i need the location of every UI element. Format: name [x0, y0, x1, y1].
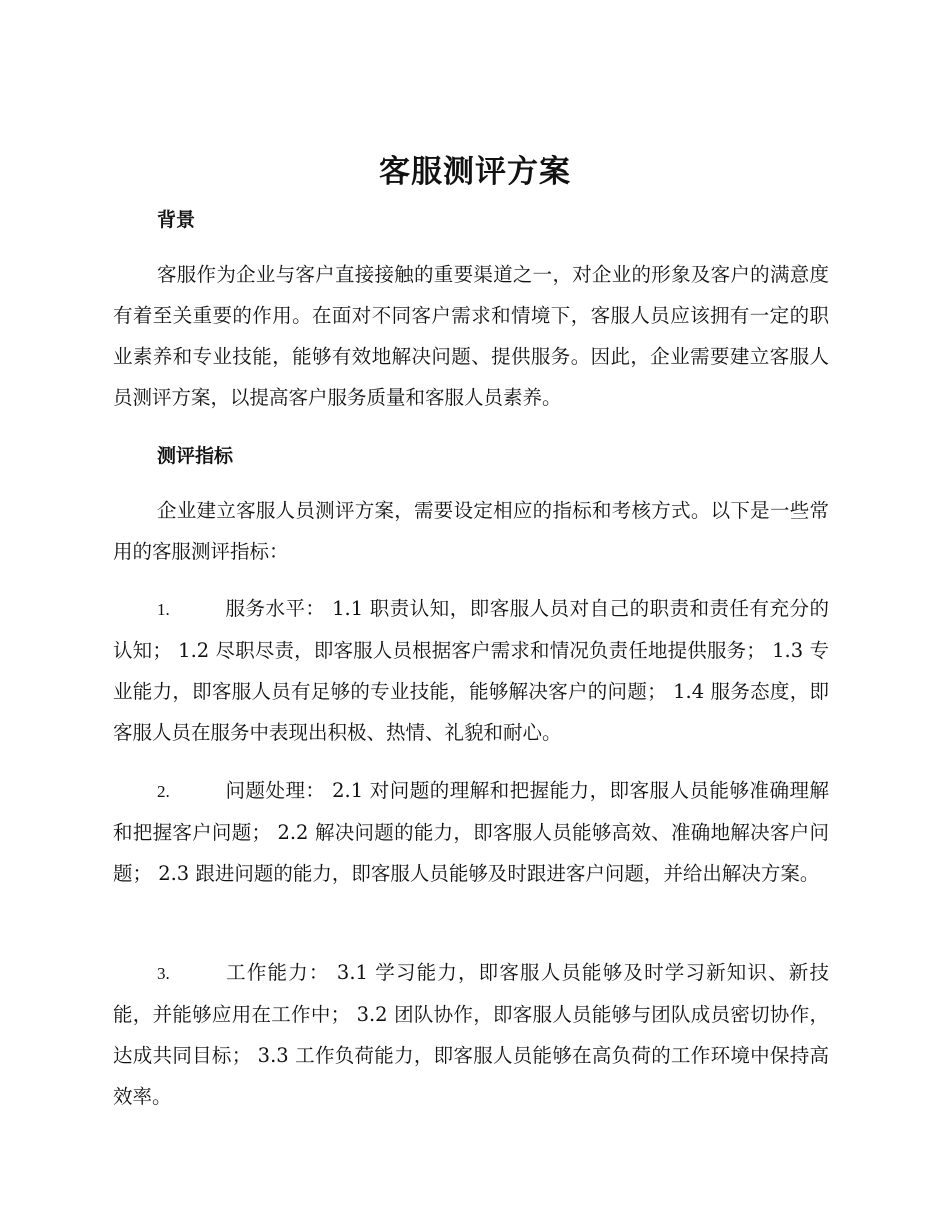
list-item-text: 服务水平： 1.1 职责认知，即客服人员对自己的职责和责任有充分的认知； 1.2 尽职尽责，即客服人员根据客户需求和情况负责任地提供服务； 1.3 专业能力，即客服人员有足够的专业技能，能够解决客户的问题； 1.4 服务态度，即客服人员在服务中表现出积极、热情、礼貌和耐心。	[113, 597, 829, 744]
list-item-text: 工作能力： 3.1 学习能力，即客服人员能够及时学习新知识、新技能，并能够应用在工作中； 3.2 团队协作，即客服人员能够与团队成员密切协作，达成共同目标； 3.3 工作负荷能力，即客服人员能够在高负荷的工作环境中保持高效率。	[113, 961, 829, 1108]
list-item-text: 问题处理： 2.1 对问题的理解和把握能力，即客服人员能够准确理解和把握客户问题； 2.2 解决问题的能力，即客服人员能够高效、准确地解决客户问题； 2.3 跟进问题的能力，即客服人员能够及时跟进客户问题，并给出解决方案。	[113, 779, 829, 885]
list-item	[113, 588, 829, 753]
section-heading-background: 背景	[157, 209, 196, 231]
list-item-number: 2.	[157, 782, 170, 801]
list-item-number: 3.	[157, 964, 170, 983]
list-item	[113, 770, 829, 894]
background-paragraph: 客服作为企业与客户直接接触的重要渠道之一，对企业的形象及客户的满意度有着至关重要的作用。在面对不同客户需求和情境下，客服人员应该拥有一定的职业素养和专业技能，能够有效地解决问题、提供服务。因此，企业需要建立客服人员测评方案，以提高客户服务质量和客服人员素养。	[113, 263, 829, 409]
list-item	[113, 952, 829, 1117]
section-heading-metrics: 测评指标	[157, 445, 234, 467]
document-title: 客服测评方案	[379, 154, 571, 190]
list-item-number: 1.	[157, 600, 170, 619]
metrics-intro-paragraph: 企业建立客服人员测评方案，需要设定相应的指标和考核方式。以下是一些常用的客服测评指标：	[113, 499, 829, 563]
